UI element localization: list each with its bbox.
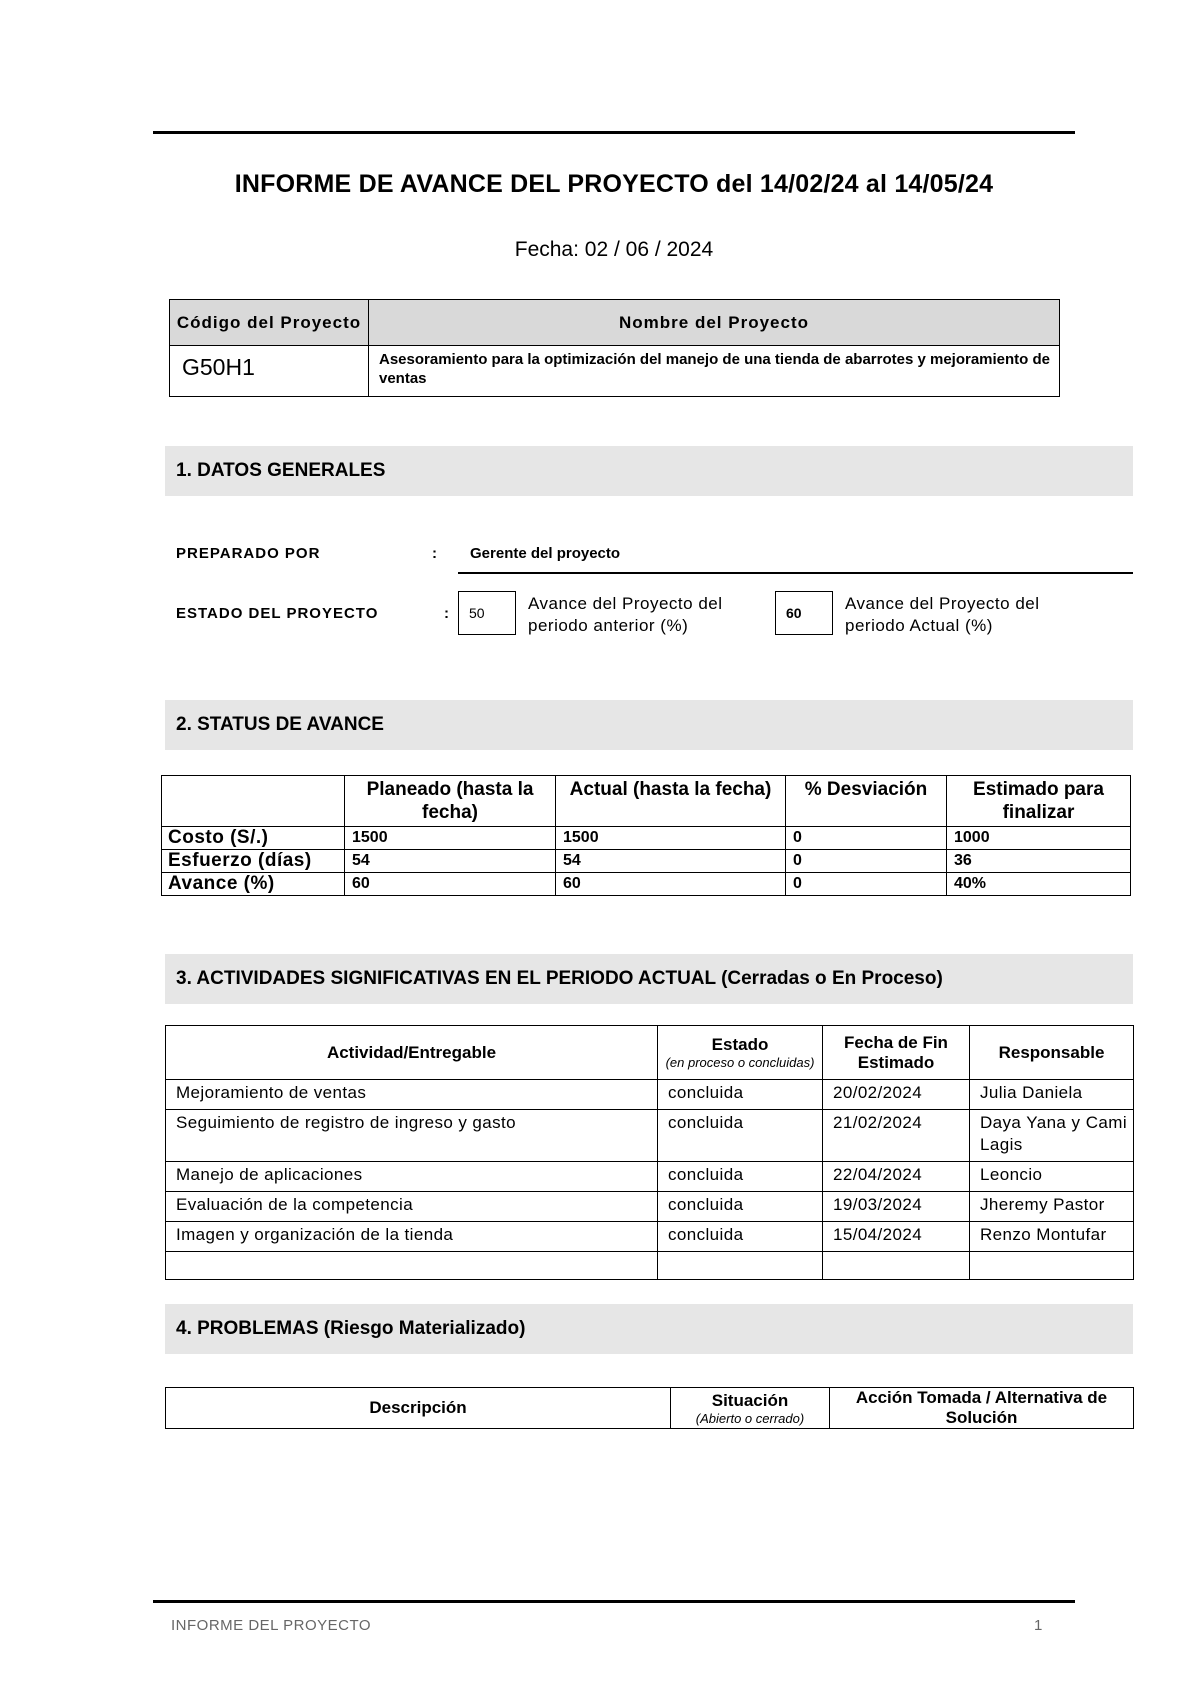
situation-header-label: Situación xyxy=(711,1390,789,1410)
owner-cell: Leoncio xyxy=(970,1162,1134,1192)
footer-document-name: INFORME DEL PROYECTO xyxy=(171,1617,372,1634)
section-problems: 4. PROBLEMAS (Riesgo Materializado) xyxy=(165,1304,1133,1354)
state-cell: concluida xyxy=(658,1222,823,1252)
section-general-data: 1. DATOS GENERALES xyxy=(165,446,1133,496)
state-header xyxy=(658,1026,823,1080)
code-header: Código del Proyecto xyxy=(170,300,369,346)
activity-cell: Seguimiento de registro de ingreso y gasto xyxy=(166,1110,658,1162)
state-cell xyxy=(658,1252,823,1280)
problems-table xyxy=(165,1387,1134,1429)
date-cell: 19/03/2024 xyxy=(823,1192,970,1222)
previous-progress-box: 50 xyxy=(458,591,516,635)
state-cell: concluida xyxy=(658,1110,823,1162)
state-cell: concluida xyxy=(658,1162,823,1192)
status-row-label: Avance (%) xyxy=(162,873,345,896)
table-row xyxy=(166,1192,1134,1222)
activity-header: Actividad/Entregable xyxy=(166,1026,658,1080)
situation-header-sub: (Abierto o cerrado) xyxy=(695,1410,805,1426)
status-cell: 1000 xyxy=(947,827,1131,850)
table-row xyxy=(166,1222,1134,1252)
owner-cell: Daya Yana y Cami Lagis xyxy=(970,1110,1134,1162)
status-header-estimate: Estimado para finalizar xyxy=(947,776,1131,827)
owner-cell: Jheremy Pastor xyxy=(970,1192,1134,1222)
table-row xyxy=(162,827,1131,850)
owner-cell: Renzo Montufar xyxy=(970,1222,1134,1252)
table-row xyxy=(166,1080,1134,1110)
activity-cell: Evaluación de la competencia xyxy=(166,1192,658,1222)
owner-cell: Julia Daniela xyxy=(970,1080,1134,1110)
state-header-label: Estado xyxy=(711,1035,769,1054)
current-progress-box: 60 xyxy=(775,591,833,635)
status-cell: 0 xyxy=(786,873,947,896)
current-progress-note: Avance del Proyecto del periodo Actual (%) xyxy=(845,594,1040,635)
status-cell: 0 xyxy=(786,827,947,850)
status-cell: 1500 xyxy=(556,827,786,850)
table-row xyxy=(166,1162,1134,1192)
activity-cell xyxy=(166,1252,658,1280)
page-number: 1 xyxy=(1034,1617,1043,1634)
status-row-label: Esfuerzo (días) xyxy=(162,850,345,873)
date-header: Fecha de Fin Estimado xyxy=(823,1026,970,1080)
prepared-by-value: Gerente del proyecto xyxy=(470,545,621,562)
status-table xyxy=(161,775,1131,896)
table-row xyxy=(162,850,1131,873)
prepared-by-label: PREPARADO POR xyxy=(176,545,321,562)
date-cell: 15/04/2024 xyxy=(823,1222,970,1252)
prepared-by-underline xyxy=(458,572,1133,574)
status-cell: 36 xyxy=(947,850,1131,873)
owner-header: Responsable xyxy=(970,1026,1134,1080)
status-header-deviation: % Desviación xyxy=(786,776,947,827)
status-cell: 54 xyxy=(345,850,556,873)
date-cell: 22/04/2024 xyxy=(823,1162,970,1192)
top-rule xyxy=(153,131,1075,134)
activity-cell: Mejoramiento de ventas xyxy=(166,1080,658,1110)
project-code: G50H1 xyxy=(170,346,369,397)
table-row xyxy=(166,1252,1134,1280)
date-cell: 21/02/2024 xyxy=(823,1110,970,1162)
prepared-by-colon: : xyxy=(432,545,437,562)
project-header-table xyxy=(169,299,1060,397)
table-row xyxy=(166,1110,1134,1162)
status-cell: 1500 xyxy=(345,827,556,850)
footer-rule xyxy=(153,1600,1075,1603)
date-cell: 20/02/2024 xyxy=(823,1080,970,1110)
previous-progress-note: Avance del Proyecto del periodo anterior (%) xyxy=(528,594,723,635)
status-header-actual: Actual (hasta la fecha) xyxy=(556,776,786,827)
status-header-planned: Planeado (hasta la fecha) xyxy=(345,776,556,827)
situation-header xyxy=(671,1388,830,1429)
activity-cell: Manejo de aplicaciones xyxy=(166,1162,658,1192)
report-date: Fecha: 02 / 06 / 2024 xyxy=(514,238,714,261)
activity-cell: Imagen y organización de la tienda xyxy=(166,1222,658,1252)
status-cell: 40% xyxy=(947,873,1131,896)
status-cell: 54 xyxy=(556,850,786,873)
activities-table xyxy=(165,1025,1134,1280)
section-progress-status: 2. STATUS DE AVANCE xyxy=(165,700,1133,750)
name-header: Nombre del Proyecto xyxy=(369,300,1060,346)
status-header-blank xyxy=(162,776,345,827)
description-header: Descripción xyxy=(166,1388,671,1429)
table-row xyxy=(162,873,1131,896)
status-cell: 60 xyxy=(345,873,556,896)
state-cell: concluida xyxy=(658,1192,823,1222)
state-cell: concluida xyxy=(658,1080,823,1110)
project-status-colon: : xyxy=(444,605,449,622)
action-header: Acción Tomada / Alternativa de Solución xyxy=(830,1388,1134,1429)
report-title: INFORME DE AVANCE DEL PROYECTO del 14/02/24 al 14/05/24 xyxy=(234,170,994,198)
project-status-label: ESTADO DEL PROYECTO xyxy=(176,605,379,622)
date-cell xyxy=(823,1252,970,1280)
section-activities: 3. ACTIVIDADES SIGNIFICATIVAS EN EL PERIODO ACTUAL (Cerradas o En Proceso) xyxy=(165,954,1133,1004)
status-cell: 60 xyxy=(556,873,786,896)
status-cell: 0 xyxy=(786,850,947,873)
project-name: Asesoramiento para la optimización del manejo de una tienda de abarrotes y mejoramiento de ventas xyxy=(369,346,1060,397)
owner-cell xyxy=(970,1252,1134,1280)
status-row-label: Costo (S/.) xyxy=(162,827,345,850)
state-header-sub: (en proceso o concluidas) xyxy=(665,1055,815,1070)
